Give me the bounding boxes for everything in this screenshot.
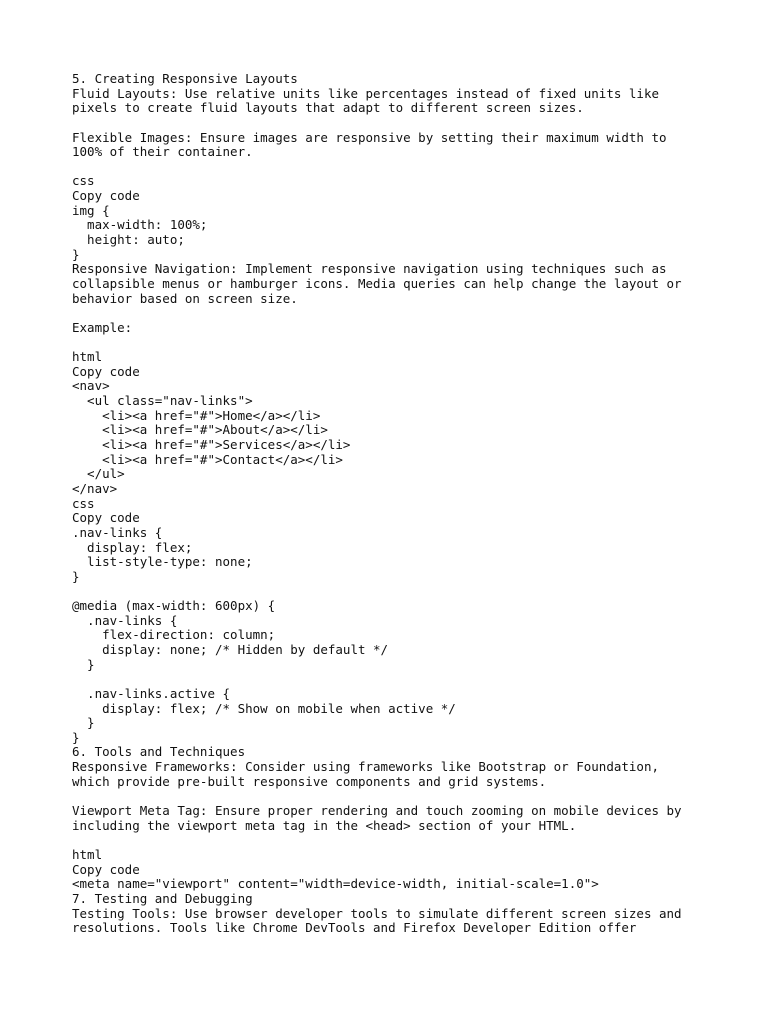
text-line: Flexible Images: Ensure images are responsive by setting their maximum width to — [72, 129, 667, 145]
text-line: 7. Testing and Debugging — [72, 890, 253, 906]
text-line: .nav-links.active { — [72, 685, 231, 701]
text-line: 100% of their container. — [72, 144, 253, 160]
blank-line — [72, 584, 712, 599]
text-line: } — [72, 568, 80, 584]
text-line: Copy code — [72, 188, 140, 204]
text-line: html — [72, 846, 103, 862]
text-line: Copy code — [72, 363, 140, 379]
blank-line — [72, 672, 712, 687]
text-line: } — [72, 656, 95, 672]
text-line: } — [72, 246, 80, 262]
text-line: .nav-links { — [72, 612, 178, 628]
text-line: Viewport Meta Tag: Ensure proper rendering and touch zooming on mobile devices by — [72, 803, 682, 819]
blank-line — [72, 306, 712, 321]
text-line: pixels to create fluid layouts that adapt to different screen sizes. — [72, 100, 584, 116]
text-line: css — [72, 495, 95, 511]
text-line: </nav> — [72, 480, 118, 496]
text-line: 6. Tools and Techniques — [72, 744, 246, 760]
text-line: behavior based on screen size. — [72, 290, 298, 306]
text-line: <li><a href="#">Home</a></li> — [72, 407, 321, 423]
blank-line — [72, 833, 712, 848]
text-line: display: flex; — [72, 539, 193, 555]
text-line: display: flex; /* Show on mobile when active */ — [72, 700, 456, 716]
text-line: Fluid Layouts: Use relative units like percentages instead of fixed units like — [72, 85, 659, 101]
text-line: html — [72, 349, 103, 365]
document-page — [72, 72, 712, 936]
text-line: including the viewport meta tag in the <head> section of your HTML. — [72, 817, 577, 833]
text-line: max-width: 100%; — [72, 217, 208, 233]
text-line: } — [72, 729, 80, 745]
blank-line — [72, 160, 712, 175]
blank-line — [72, 116, 712, 131]
text-line: resolutions. Tools like Chrome DevTools and Firefox Developer Edition offer — [72, 920, 637, 936]
text-line: .nav-links { — [72, 524, 163, 540]
text-line: <meta name="viewport" content="width=device-width, initial-scale=1.0"> — [72, 876, 599, 892]
text-line: img { — [72, 202, 110, 218]
text-line: list-style-type: none; — [72, 554, 253, 570]
text-line: flex-direction: column; — [72, 627, 276, 643]
text-line: @media (max-width: 600px) { — [72, 598, 276, 614]
text-line: Responsive Navigation: Implement responsive navigation using techniques such as — [72, 261, 667, 277]
text-line: <li><a href="#">Contact</a></li> — [72, 451, 343, 467]
text-line: height: auto; — [72, 232, 185, 248]
text-line: Copy code — [72, 861, 140, 877]
text-line: Responsive Frameworks: Consider using frameworks like Bootstrap or Foundation, — [72, 759, 659, 775]
blank-line — [72, 336, 712, 351]
text-line: <li><a href="#">Services</a></li> — [72, 437, 351, 453]
text-line: <ul class="nav-links"> — [72, 393, 253, 409]
text-line: display: none; /* Hidden by default */ — [72, 641, 389, 657]
text-line: <li><a href="#">About</a></li> — [72, 422, 328, 438]
text-line: css — [72, 173, 95, 189]
text-line: </ul> — [72, 466, 125, 482]
text-line: } — [72, 715, 95, 731]
text-line: Example: — [72, 319, 133, 335]
text-line: collapsible menus or hamburger icons. Media queries can help change the layout or — [72, 275, 682, 291]
blank-line — [72, 789, 712, 804]
text-line: <nav> — [72, 378, 110, 394]
text-line: Testing Tools: Use browser developer tools to simulate different screen sizes and — [72, 905, 682, 921]
text-line: Copy code — [72, 510, 140, 526]
text-line: which provide pre-built responsive components and grid systems. — [72, 773, 547, 789]
text-line: 5. Creating Responsive Layouts — [72, 71, 298, 86]
